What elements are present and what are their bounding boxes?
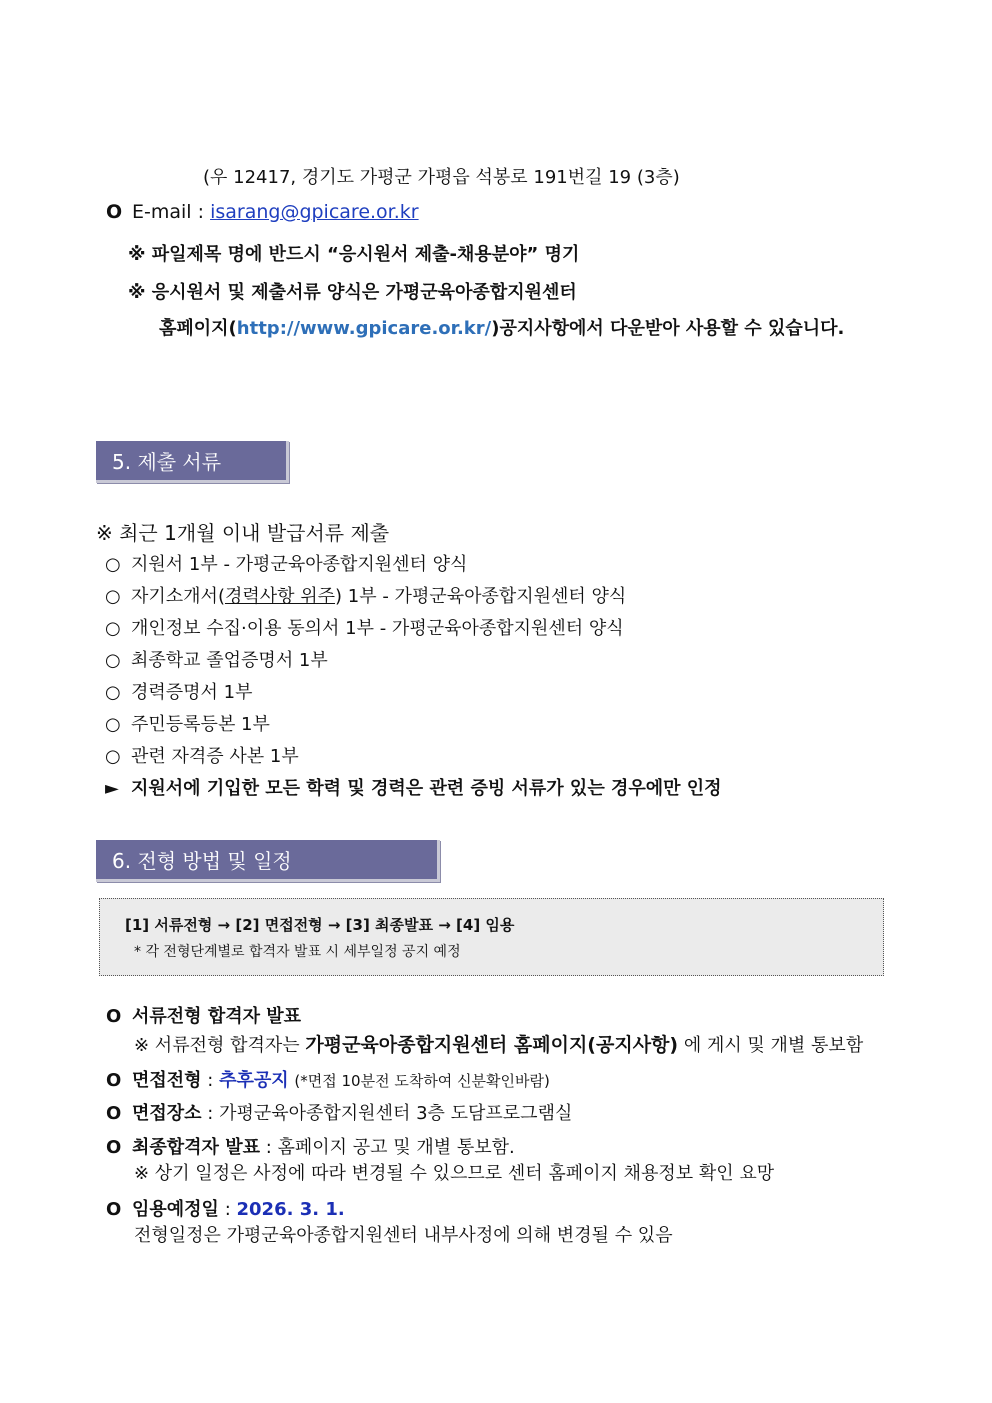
section-header-5: 5. 제출 서류 [96,441,289,483]
bullet: ○ [105,714,121,735]
homepage-url[interactable]: http://www.gpicare.or.kr/ [236,318,492,339]
list-item [105,550,467,576]
doc-pass-note [134,1030,863,1057]
homepage-note [159,314,844,340]
start-date-line [106,1195,345,1221]
start-sep: : [224,1199,231,1220]
email-link[interactable]: isarang@gpicare.or.kr [210,201,419,223]
list-item-text: 개인정보 수집·이용 동의서 1부 - 가평군육아종합지원센터 양식 [131,618,624,639]
bullet: O [106,1006,122,1027]
interview-note: (*면접 10분전 도착하여 신분확인바람) [294,1072,550,1090]
bullet: O [106,201,123,223]
start-label: 임용예정일 [132,1199,219,1220]
bullet: ○ [105,586,121,607]
address-line: (우 12417, 경기도 가평군 가평읍 석봉로 191번길 19 (3층) [203,167,680,188]
list-item [105,646,328,672]
list-item-text: 관련 자격증 사본 1부 [131,746,299,767]
list-item [105,742,299,768]
interview-label: 면접전형 [132,1070,202,1091]
bullet: O [106,1137,122,1158]
section-header-6: 6. 전형 방법 및 일정 [96,840,440,882]
doc-pass-note-bold: 가평군육아종합지원센터 홈페이지(공지사항) [305,1034,679,1056]
evidence-note-text: 지원서에 기입한 모든 학력 및 경력은 관련 증빙 서류가 있는 경우에만 인정 [131,778,722,799]
list-item-text: 경력증명서 1부 [131,682,253,703]
list-item [105,710,270,736]
underlined-text: 경력사항 위주 [224,586,336,607]
list-item [105,582,626,608]
place-value: : 가평군육아종합지원센터 3층 도담프로그램실 [207,1103,573,1124]
doc-pass-label: 서류전형 합격자 발표 [132,1006,302,1027]
place-line [106,1099,572,1125]
doc-pass-line [106,1002,301,1028]
homepage-note-prefix: 홈페이지( [159,318,237,339]
section5-intro: ※ 최근 1개월 이내 발급서류 제출 [96,521,390,545]
homepage-note-suffix: )공지사항에서 다운받아 사용할 수 있습니다. [491,318,845,339]
bullet: ○ [105,554,121,575]
list-item-text-suffix: ) 1부 - 가평군육아종합지원센터 양식 [335,586,627,607]
list-item-text: 자기소개서( [131,586,225,607]
list-item-text: 주민등록등본 1부 [131,714,270,735]
evidence-note [105,774,722,800]
process-steps: [1] 서류전형 → [2] 면접전형 → [3] 최종발표 → [4] 임용 [125,916,515,934]
email-label: E-mail : [132,201,205,223]
bullet: O [106,1070,122,1091]
interview-line [106,1066,550,1092]
interview-value: 추후공지 [219,1070,289,1091]
list-item-text: 지원서 1부 - 가평군육아종합지원센터 양식 [131,554,468,575]
list-item [105,614,624,640]
doc-pass-note-suffix: 에 게시 및 개별 통보함 [683,1035,864,1056]
final-label: 최종합격자 발표 [132,1137,260,1158]
process-box [99,898,884,976]
final-line [106,1133,515,1159]
process-note: * 각 전형단계별로 합격자 발표 시 세부일정 공지 예정 [134,944,461,960]
bullet: ○ [105,746,121,767]
email-line [106,201,419,223]
bullet: O [106,1199,122,1220]
list-item-text: 최종학교 졸업증명서 1부 [131,650,328,671]
final-value: : 홈페이지 공고 및 개별 통보함. [265,1137,515,1158]
final-note: ※ 상기 일정은 사정에 따라 변경될 수 있으므로 센터 홈페이지 채용정보 확인 요망 [134,1163,775,1184]
bullet: O [106,1103,122,1124]
interview-sep: : [207,1070,214,1091]
start-value: 2026. 3. 1. [236,1199,345,1220]
bullet: ○ [105,618,121,639]
start-note: 전형일정은 가평군육아종합지원센터 내부사정에 의해 변경될 수 있음 [134,1225,673,1246]
arrow-icon: ► [105,778,119,799]
form-note: ※ 응시원서 및 제출서류 양식은 가평군육아종합지원센터 [128,282,577,303]
bullet: ○ [105,682,121,703]
place-label: 면접장소 [132,1103,202,1124]
doc-pass-note-prefix: ※ 서류전형 합격자는 [134,1035,300,1056]
list-item [105,678,253,704]
bullet: ○ [105,650,121,671]
filename-note: ※ 파일제목 명에 반드시 “응시원서 제출-채용분야” 명기 [128,244,580,265]
